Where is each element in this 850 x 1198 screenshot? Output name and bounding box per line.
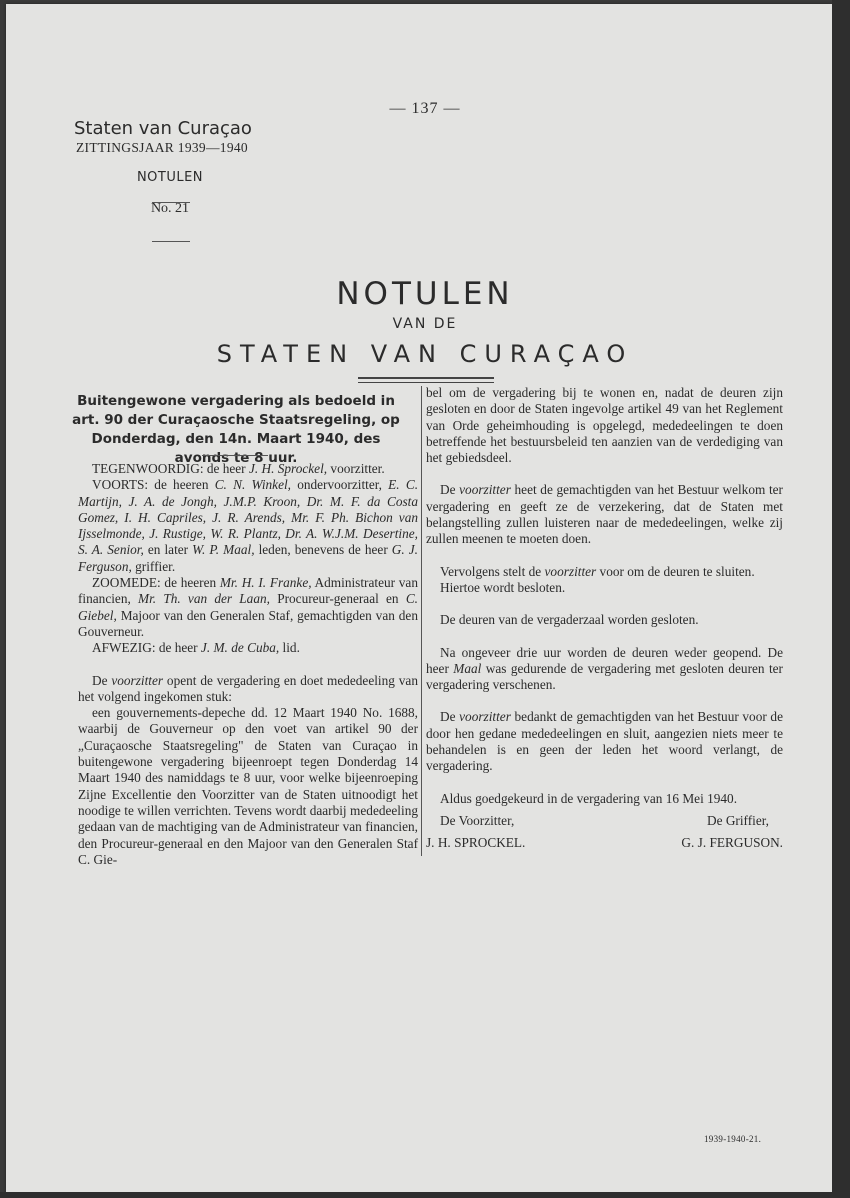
paragraph-reopened: Na ongeveer drie uur worden de deuren weder geopend. De heer Maal was gedurende de vergadering met gesloten deuren ter vergadering verschenen.	[426, 644, 783, 693]
paragraph-approved: Aldus goedgekeurd in de vergadering van 16 Mei 1940.	[440, 790, 738, 806]
paragraph-decided: Hiertoe wordt besloten.	[440, 579, 566, 595]
scan-border-right	[832, 0, 850, 1198]
masthead-section: NOTULEN	[136, 170, 204, 185]
signature-name-chair: J. H. SPROCKEL.	[426, 835, 526, 851]
paragraph-opening: De voorzitter opent de vergadering en doet mededeeling van het volgend ingekomen stuk:	[78, 672, 418, 704]
masthead-rule-2	[152, 241, 190, 242]
page-number: — 137 —	[389, 100, 461, 117]
paragraph-welcome: De voorzitter heet de gemachtigden van het Bestuur welkom ter vergadering en geeft ze de verzekering, dat de Staten met belangstelling zullen luisteren naar de mededeelingen, welke zij zullen meenen te moeten doen.	[426, 482, 783, 547]
paragraph-thanks: De voorzitter bedankt de gemachtigden van het Bestuur voor de door hen gedane mededeelingen en sluit, aangezien niets meer te behandelen is en geen der leden het woord verlangt, de vergadering.	[426, 709, 783, 774]
left-column	[78, 461, 418, 868]
meeting-heading: Buitengewone vergadering als bedoeld in art. 90 der Curaçaosche Staatsregeling, op Donderdag, den 14n. Maart 1940, des avonds te 8 uur.	[72, 393, 400, 466]
attendance-absent: AFWEZIG: de heer J. M. de Cuba, lid.	[92, 640, 300, 656]
paragraph-doors-closed: De deuren van de vergaderzaal worden gesloten.	[440, 612, 699, 628]
masthead-title: Staten van Curaçao	[74, 118, 252, 139]
title-double-rule	[358, 377, 494, 383]
scan-border-bottom	[0, 1192, 850, 1198]
paragraph-close-doors: Vervolgens stelt de voorzitter voor om de deuren te sluiten.	[440, 563, 755, 579]
title-sub-1: VAN DE	[392, 316, 458, 332]
heading-rule	[202, 455, 268, 456]
attendance-present: TEGENWOORDIG: de heer J. H. Sprockel, voorzitter.	[92, 461, 385, 476]
signature-role-chair: De Voorzitter,	[440, 812, 515, 828]
footer-code: 1939-1940-21.	[704, 1134, 762, 1144]
masthead-number: No. 21	[150, 201, 190, 216]
masthead-session: ZITTINGSJAAR 1939—1940	[76, 140, 248, 155]
signature-roles	[426, 813, 783, 829]
paragraph-continued: bel om de vergadering bij te wonen en, nadat de deuren zijn gesloten en door de Staten ingevolge artikel 49 van het Reglement van Orde geheimhouding is opgelegd, mededeelingen te doen betreffende het bestuursbeleid ten aanzien van de verdediging van het gebiedsdeel.	[426, 385, 783, 466]
column-divider	[421, 386, 422, 856]
signature-name-clerk: G. J. FERGUSON.	[681, 835, 783, 851]
signature-names	[426, 835, 783, 851]
paragraph-depeche: een gouvernements-depeche dd. 12 Maart 1940 No. 1688, waarbij de Gouverneur op den voet van artikel 90 der „Curaçaosche Staatsregeling" de Staten van Curaçao in buitengewone vergadering bijeenroept tegen Donderdag 14 Maart 1940 des namiddags te 8 uur, voor welke bijeenroeping Zijne Excellentie den Voorzitter van de Staten uitnoodigt het noodige te willen verrichten. Tevens wordt daarbij mededeeling gedaan van de machtiging van de Administrateur van financien, den Procureur-generaal en den Majoor van den Generalen Staf C. Gie-	[78, 705, 418, 867]
signature-role-clerk: De Griffier,	[707, 812, 769, 828]
masthead-rule-1	[152, 202, 190, 203]
attendance-also: VOORTS: de heeren C. N. Winkel, ondervoorzitter, E. C. Martijn, J. A. de Jongh, J.M.P. Kroon, Dr. M. F. da Costa Gomez, I. H. Capriles, J. R. Arends, Mr. F. Ph. Bichon van Ijsselmonde, J. Rustige, W. R. Plantz, Dr. A. W.J.M. Desertine, S. A. Senior, en later W. P. Maal, leden, benevens de heer G. J. Ferguson, griffier.	[78, 477, 419, 574]
title-main: NOTULEN	[336, 276, 514, 312]
attendance-additionally: ZOOMEDE: de heeren Mr. H. I. Franke, Administrateur van financien, Mr. Th. van der Laan, Procureur-generaal en C. Giebel, Majoor van den Generalen Staf, gemachtigden van den Gouverneur.	[78, 575, 419, 639]
title-sub-2: STATEN VAN CURAÇAO	[216, 340, 634, 368]
right-column	[426, 385, 783, 852]
